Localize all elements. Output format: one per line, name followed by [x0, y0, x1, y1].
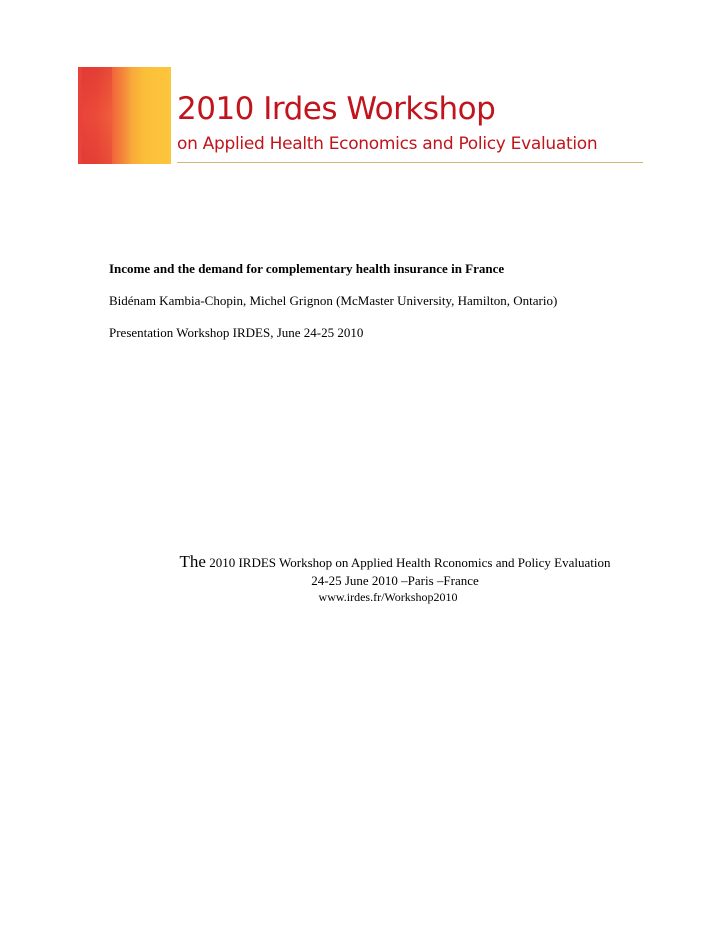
workshop-banner [78, 67, 643, 164]
banner-painted-art [78, 67, 171, 164]
footer-workshop-line [0, 552, 720, 573]
paper-authors: Bidénam Kambia-Chopin, Michel Grignon (McMaster University, Hamilton, Ontario) [109, 293, 558, 308]
banner-title: 2010 Irdes Workshop [177, 91, 496, 127]
footer-website: www.irdes.fr/Workshop2010 [318, 590, 458, 604]
presentation-info: Presentation Workshop IRDES, June 24-25 2010 [109, 325, 364, 340]
footer-the-word: The [179, 552, 206, 571]
banner-subtitle: on Applied Health Economics and Policy Evaluation [177, 134, 598, 154]
workshop-footer [0, 552, 720, 605]
footer-date-location: 24-25 June 2010 –Paris –France [311, 573, 479, 588]
paper-title: Income and the demand for complementary health insurance in France [109, 261, 505, 276]
footer-workshop-name: 2010 IRDES Workshop on Applied Health Rconomics and Policy Evaluation [209, 555, 611, 570]
banner-divider [177, 162, 643, 163]
